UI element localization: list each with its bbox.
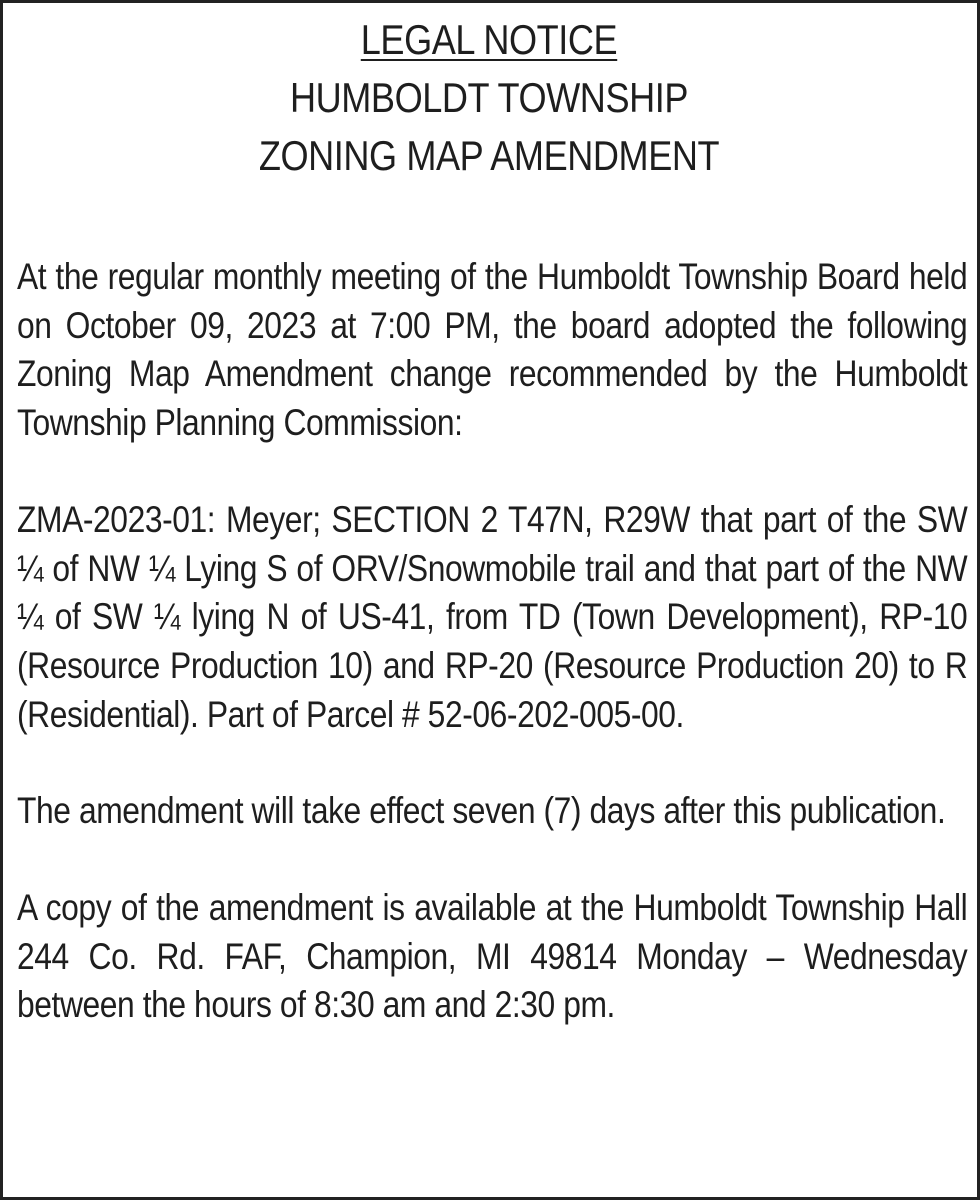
effective-date-paragraph: The amendment will take effect seven (7) days after this publication.: [17, 790, 946, 832]
notice-body: [17, 253, 968, 1030]
notice-subject: ZONING MAP AMENDMENT: [258, 132, 720, 179]
availability-paragraph: A copy of the amendment is available at the Humboldt Township Hall 244 Co. Rd. FAF, Champion, MI 49814 Monday – Wednesday between the hours of 8:30 am and 2:30 pm.: [17, 887, 968, 1026]
notice-heading: [83, 11, 895, 185]
township-name: HUMBOLDT TOWNSHIP: [289, 74, 689, 121]
meeting-paragraph: At the regular monthly meeting of the Humboldt Township Board held on October 09, 2023 at 7:00 PM, the board adopted the following Zoning Map Amendment change recommended by the Humboldt Township Planning Commission:: [17, 256, 968, 444]
amendment-description-paragraph: ZMA-2023-01: Meyer; SECTION 2 T47N, R29W that part of the SW ¼ of NW ¼ Lying S of ORV/Snowmobile trail and that part of the NW ¼ of SW ¼ lying N of US-41, from TD (Town Development), RP-10 (Resource Production 10) and RP-20 (Resource Production 20) to R (Residential). Part of Parcel # 52-06-202-005-00.: [17, 498, 968, 735]
notice-title: LEGAL NOTICE: [360, 16, 618, 63]
